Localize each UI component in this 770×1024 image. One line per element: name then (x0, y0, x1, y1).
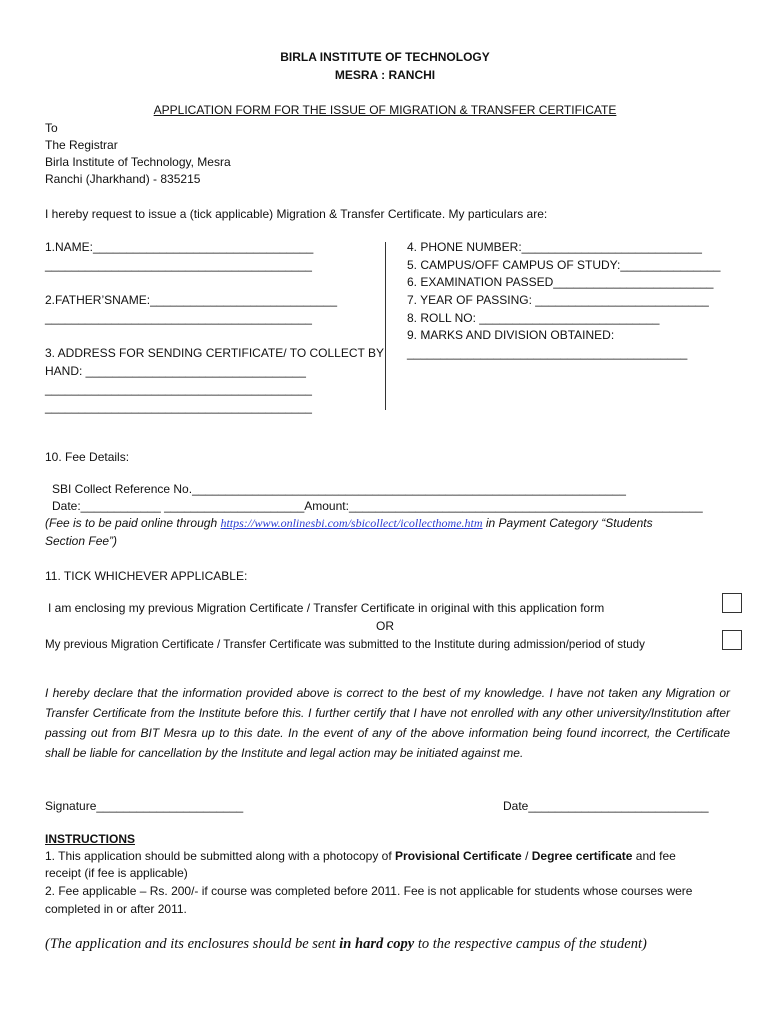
sbi-reference-field[interactable]: SBI Collect Reference No._________________________________________________________________ (52, 482, 626, 496)
column-divider (385, 242, 386, 410)
hard-copy-text: in hard copy (339, 936, 415, 952)
request-text: I hereby request to issue a (tick applicable) Migration & Transfer Certificate. My particulars are: (45, 207, 548, 221)
final-note-start: (The application and its enclosures should be sent (45, 936, 340, 952)
instruction-1-line-2: receipt (if fee is applicable) (45, 866, 188, 880)
institute-name: BIRLA INSTITUTE OF TECHNOLOGY (280, 50, 490, 64)
or-separator: OR (376, 619, 394, 633)
address-field-line-3[interactable]: ________________________________________ (45, 400, 312, 414)
year-of-passing-field[interactable]: 7. YEAR OF PASSING: __________________________ (407, 293, 709, 307)
marks-field[interactable]: __________________________________________ (407, 346, 688, 360)
exam-passed-field[interactable]: 6. EXAMINATION PASSED________________________ (407, 275, 714, 289)
instruction-1-separator: / (521, 849, 532, 863)
phone-field[interactable]: 4. PHONE NUMBER:___________________________ (407, 240, 702, 254)
final-note-end: to the respective campus of the student) (414, 936, 647, 952)
address-to: To (45, 121, 58, 135)
option-enclosing-label: I am enclosing my previous Migration Certificate / Transfer Certificate in original with this application form (48, 601, 605, 615)
father-name-field[interactable]: 2.FATHER’SNAME:____________________________ (45, 293, 337, 307)
fee-note-end: in Payment Category “Students (482, 516, 653, 530)
fee-note (45, 516, 653, 531)
instruction-2: 2. Fee applicable – Rs. 200/- if course was completed before 2011. Fee is not applicable for students whose courses were (45, 884, 693, 898)
option-submitted-label: My previous Migration Certificate / Transfer Certificate was submitted to the Institute during admission/period of study (45, 638, 645, 651)
roll-no-field[interactable]: 8. ROLL NO: ___________________________ (407, 311, 660, 325)
address-line-3: Ranchi (Jharkhand) - 835215 (45, 172, 201, 186)
address-field-line-2[interactable]: ________________________________________ (45, 382, 312, 396)
instruction-1-start: 1. This application should be submitted along with a photocopy of (45, 849, 396, 863)
option-submitted-checkbox[interactable] (722, 630, 742, 650)
form-title: APPLICATION FORM FOR THE ISSUE OF MIGRATION & TRANSFER CERTIFICATE (153, 103, 617, 117)
marks-label: 9. MARKS AND DIVISION OBTAINED: (407, 328, 615, 342)
instruction-1 (45, 849, 676, 864)
final-note (45, 935, 647, 953)
address-line-1: The Registrar (45, 138, 118, 152)
father-name-field-continued[interactable]: ________________________________________ (45, 311, 312, 325)
signature-field[interactable]: Signature______________________ (45, 799, 244, 813)
address-label: 3. ADDRESS FOR SENDING CERTIFICATE/ TO COLLECT BY (45, 346, 384, 360)
fee-note-start: (Fee is to be paid online through (45, 516, 221, 530)
sbi-collect-link[interactable]: https://www.onlinesbi.com/sbicollect/icollecthome.htm (220, 516, 483, 530)
date-field[interactable]: Date___________________________ (503, 799, 709, 813)
fee-note-line-2: Section Fee”) (45, 534, 118, 548)
fee-heading: 10. Fee Details: (45, 450, 130, 464)
instructions-heading: INSTRUCTIONS (45, 832, 135, 846)
date-amount-field[interactable]: Date:____________ _____________________Amount:_____________________________________________________ (52, 499, 703, 513)
address-field[interactable]: HAND: _________________________________ (45, 364, 306, 378)
option-enclosing-checkbox[interactable] (722, 593, 742, 613)
provisional-certificate-text: Provisional Certificate (395, 849, 522, 863)
degree-certificate-text: Degree certificate (531, 849, 633, 863)
declaration-text: I hereby declare that the information provided above is correct to the best of my knowledge. I have not taken any Migration or Transfer Certificate from the Institute before this. I further certify that I have not enrolled with any other university/Institution after passing out from BIT Mesra up to this date. In the event of any of the above information being found incorrect, the Certificate shall be liable for cancellation by the Institute and legal action may be initiated against me. (45, 686, 730, 760)
tick-heading: 11. TICK WHICHEVER APPLICABLE: (45, 569, 248, 583)
name-field[interactable]: 1.NAME:_________________________________ (45, 240, 314, 254)
instruction-2-line-2: completed in or after 2011. (45, 902, 187, 916)
instruction-1-end: and fee (632, 849, 676, 863)
campus-field[interactable]: 5. CAMPUS/OFF CAMPUS OF STUDY:_______________ (407, 258, 721, 272)
address-line-2: Birla Institute of Technology, Mesra (45, 155, 231, 169)
institute-location: MESRA : RANCHI (334, 68, 436, 82)
name-field-continued[interactable]: ________________________________________ (45, 258, 312, 272)
